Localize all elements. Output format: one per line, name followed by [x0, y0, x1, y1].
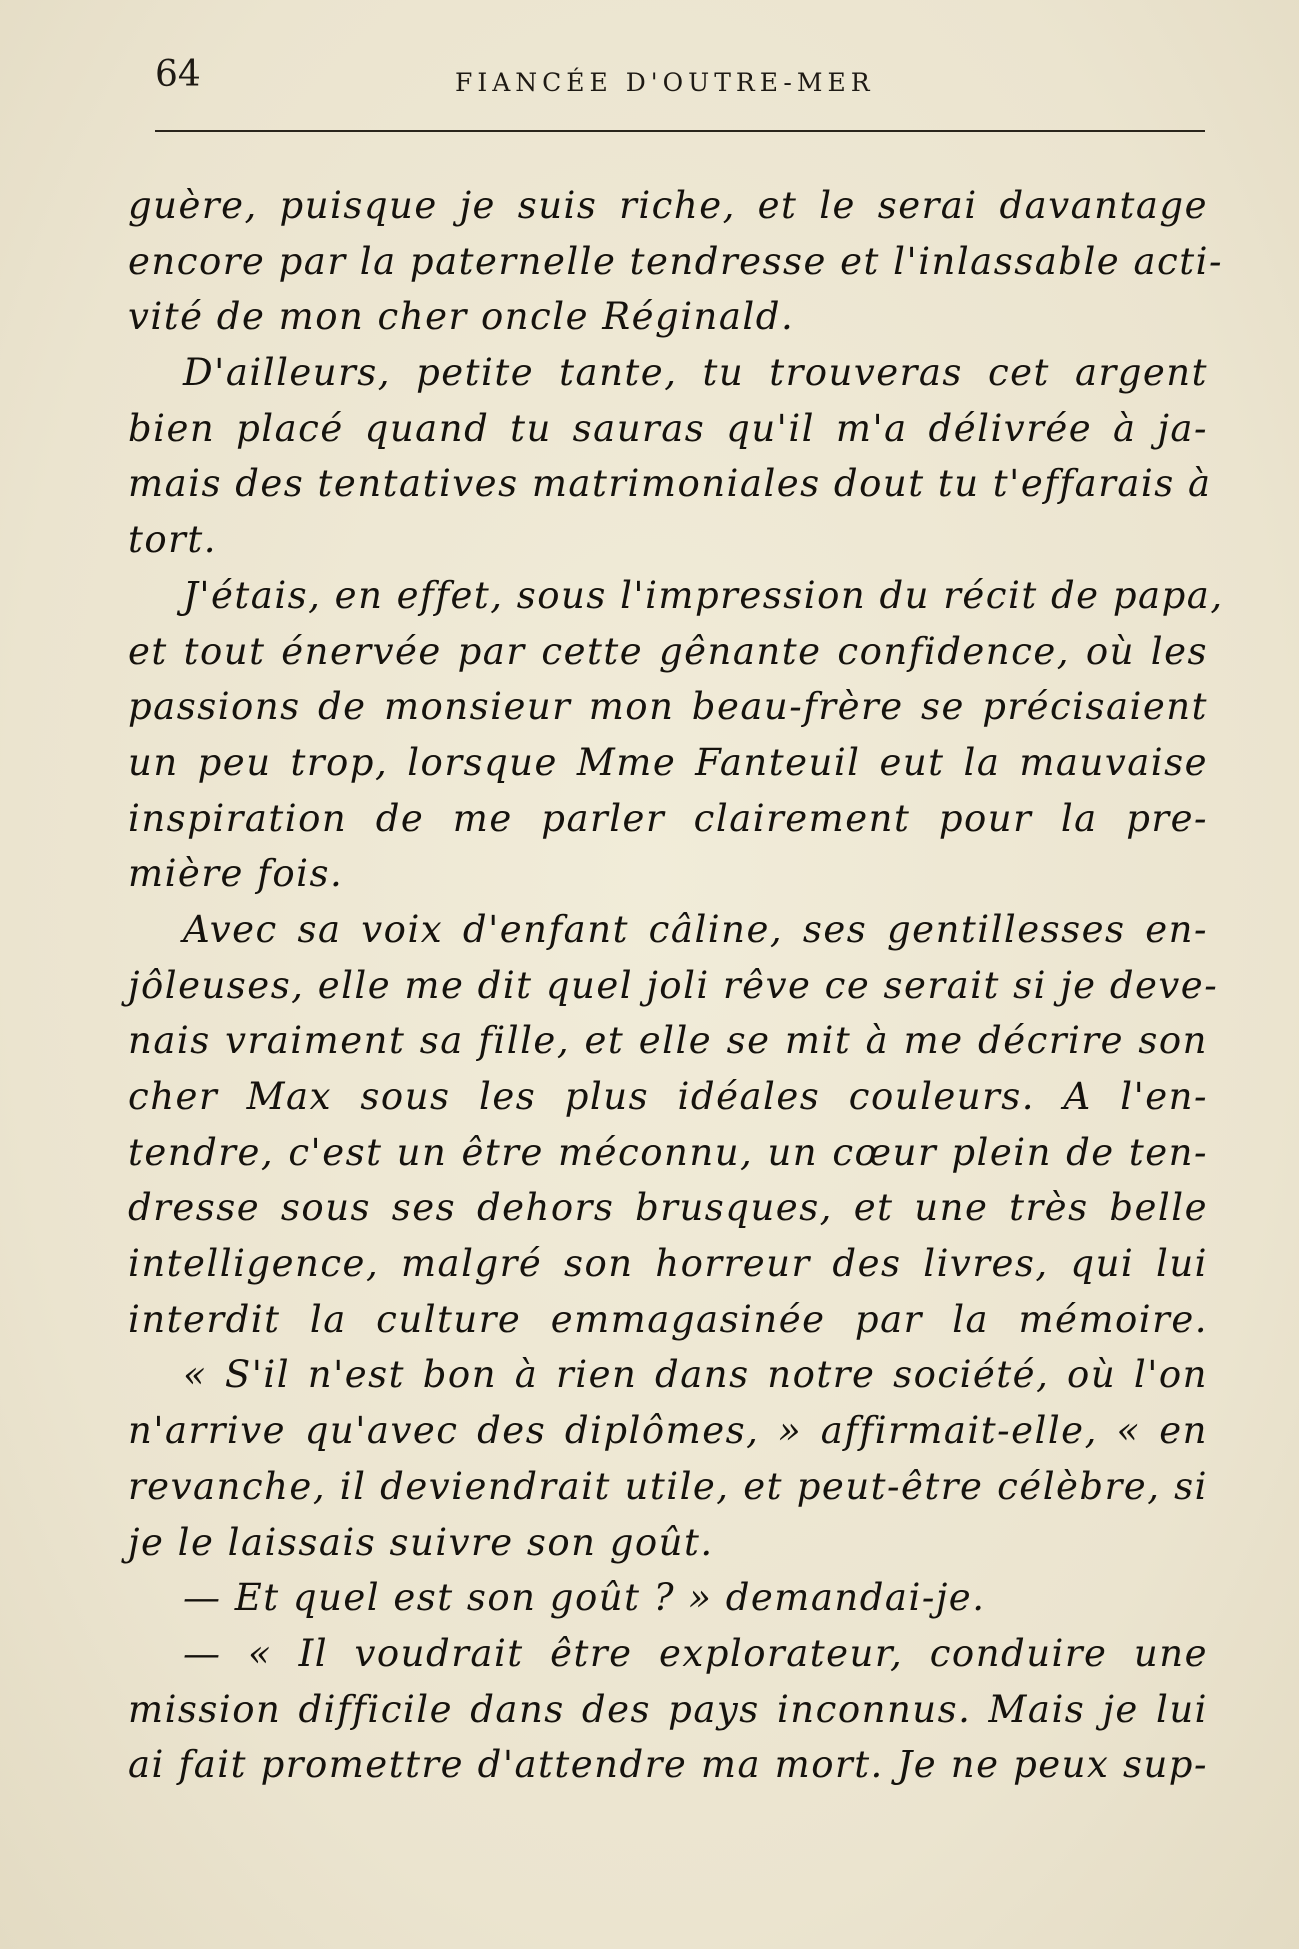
text-line: vité de mon cher oncle Réginald.	[128, 295, 795, 339]
text-line: bien placé quand tu sauras qu'il m'a délivrée à ja-	[128, 406, 1208, 450]
text-line: un peu trop, lorsque Mme Fanteuil eut la mauvaise	[128, 740, 1208, 784]
text-line: je le laissais suivre son goût.	[128, 1520, 714, 1564]
text-line: encore par la paternelle tendresse et l'inlassable acti-	[128, 239, 1223, 283]
text-line: ai fait promettre d'attendre ma mort. Je ne peux sup-	[128, 1743, 1208, 1787]
text-line: — Et quel est son goût ? » demandai-je.	[183, 1576, 986, 1620]
text-line: — « Il voudrait être explorateur, conduire une	[183, 1631, 1208, 1675]
text-line: mais des tentatives matrimoniales dout tu t'effarais à	[128, 462, 1212, 506]
text-line: revanche, il deviendrait utile, et peut-être célèbre, si	[128, 1464, 1208, 1508]
text-line: J'étais, en effet, sous l'impression du récit de papa,	[183, 573, 1224, 617]
text-line: intelligence, malgré son horreur des livres, qui lui	[128, 1242, 1208, 1286]
text-line: D'ailleurs, petite tante, tu trouveras cet argent	[183, 351, 1208, 395]
text-line: mission difficile dans des pays inconnus. Mais je lui	[128, 1687, 1208, 1731]
text-line: guère, puisque je suis riche, et le serai davantage	[128, 184, 1208, 227]
body-text	[128, 178, 1224, 1793]
text-line: « S'il n'est bon à rien dans notre société, où l'on	[183, 1353, 1208, 1397]
text-line: n'arrive qu'avec des diplômes, » affirmait-elle, « en	[128, 1409, 1208, 1453]
text-line: mière fois.	[128, 852, 344, 896]
text-line: tendre, c'est un être méconnu, un cœur plein de ten-	[128, 1130, 1208, 1174]
page-number: 64	[155, 54, 201, 95]
text-line: dresse sous ses dehors brusques, et une très belle	[128, 1186, 1208, 1230]
page-header	[155, 48, 1205, 118]
text-line: interdit la culture emmagasinée par la mémoire.	[128, 1297, 1208, 1341]
text-line: cher Max sous les plus idéales couleurs. A l'en-	[128, 1075, 1208, 1118]
text-line: nais vraiment sa fille, et elle se mit à me décrire son	[128, 1019, 1208, 1063]
text-line: Avec sa voix d'enfant câline, ses gentillesses en-	[183, 907, 1208, 951]
text-line: et tout énervée par cette gênante confidence, où les	[128, 629, 1208, 673]
text-line: jôleuses, elle me dit quel joli rêve ce serait si je deve-	[128, 963, 1219, 1007]
text-line: passions de monsieur mon beau-frère se précisaient	[128, 685, 1208, 729]
running-title: FIANCÉE D'OUTRE-MER	[455, 68, 875, 97]
header-rule	[155, 130, 1205, 132]
text-line: inspiration de me parler clairement pour la pre-	[128, 796, 1208, 840]
text-line: tort.	[128, 518, 217, 562]
